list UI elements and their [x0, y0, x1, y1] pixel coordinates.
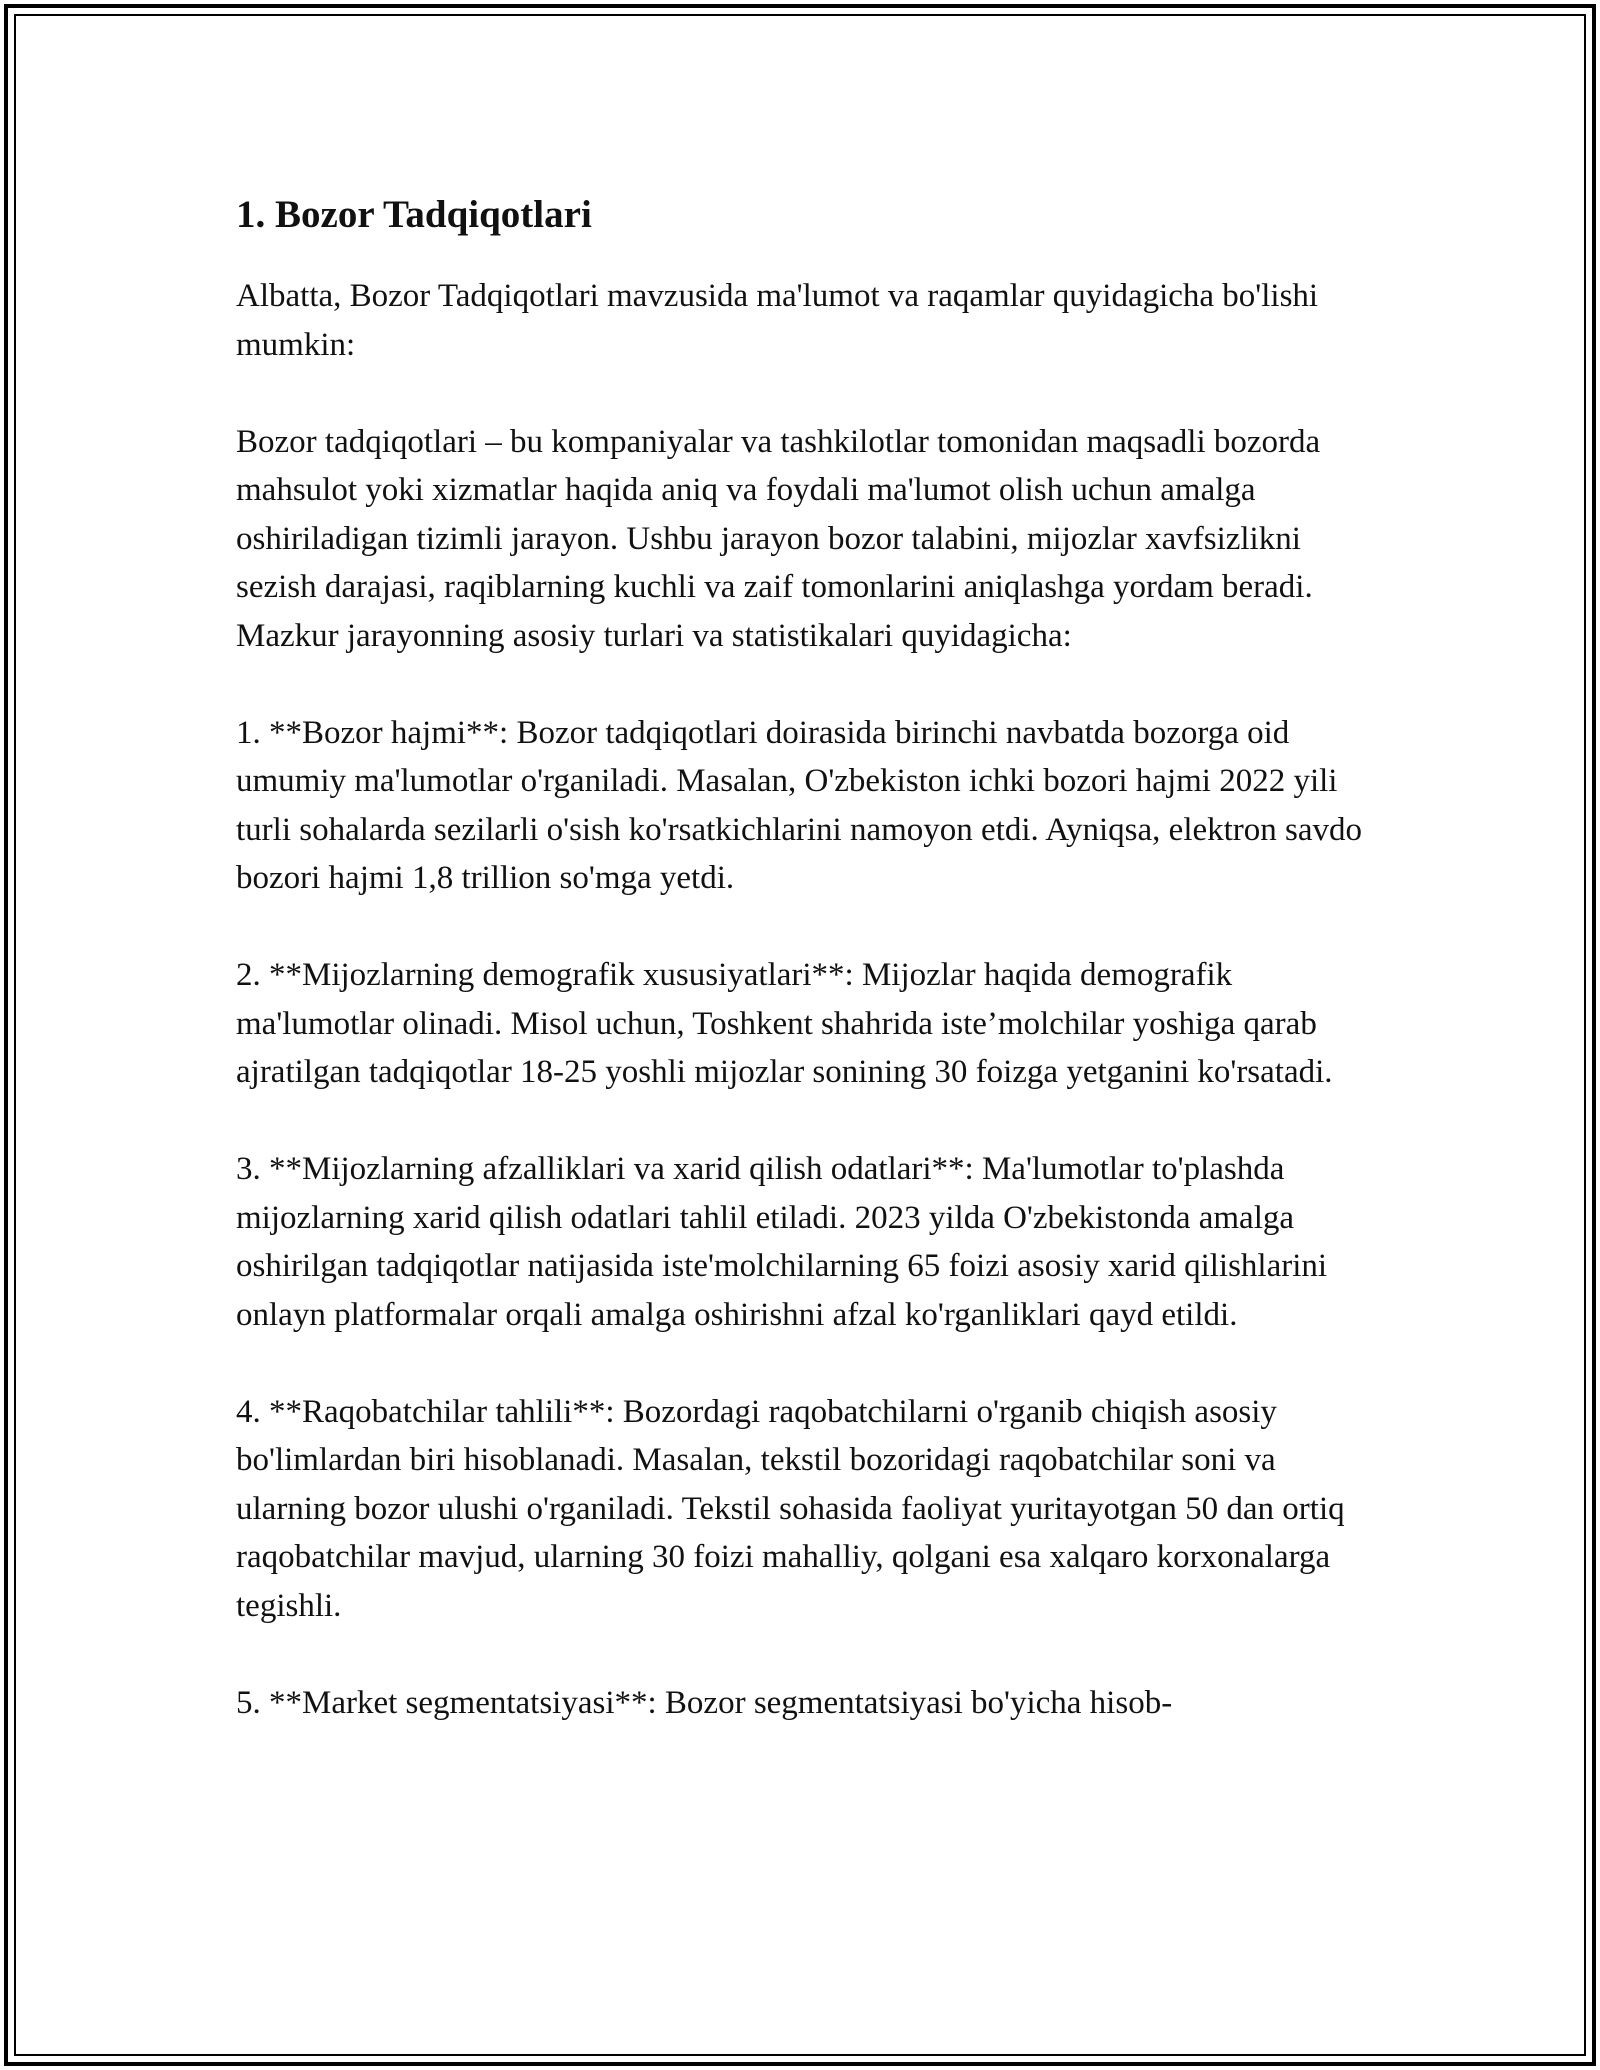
list-item-market-segmentation: 5. **Market segmentatsiyasi**: Bozor segmentatsiyasi bo'yicha hisob- — [236, 1684, 1173, 1721]
definition-paragraph: Bozor tadqiqotlari – bu kompaniyalar va tashkilotlar tomonidan maqsadli bozorda mahsulot yoki xizmatlar haqida aniq va foydali ma'lumot olish uchun amalga oshiriladigan tizimli jarayon. Ushbu jarayon bozor talabini, mijozlar xavfsizlikni sezish darajasi, raqiblarning kuchli va zaif tomonlarini aniqlashga yordam beradi. Mazkur jarayonning asosiy turlari va statistikalari quyidagicha: — [236, 423, 1321, 654]
list-item-demographics: 2. **Mijozlarning demografik xususiyatlari**: Mijozlar haqida demografik ma'lumotlar olinadi. Misol uchun, Toshkent shahrida iste’molchilar yoshiga qarab ajratilgan tadqiqotlar 18-25 yoshli mijozlar sonining 30 foizga yetganini ko'rsatadi. — [236, 957, 1333, 1090]
intro-paragraph: Albatta, Bozor Tadqiqotlari mavzusida ma'lumot va raqamlar quyidagicha bo'lishi mumkin: — [236, 278, 1319, 363]
document-page — [236, 180, 1366, 1776]
document-title: 1. Bozor Tadqiqotlari — [236, 193, 592, 236]
list-item-purchase-habits: 3. **Mijozlarning afzalliklari va xarid qilish odatlari**: Ma'lumotlar to'plashda mijozlarning xarid qilish odatlari tahlil etiladi. 2023 yilda O'zbekistonda amalga oshirilgan tadqiqotlar natijasida iste'molchilarning 65 foizi asosiy xarid qilishlarini onlayn platformalar orqali amalga oshirishni afzal ko'rganliklari qayd etildi. — [236, 1151, 1328, 1333]
list-item-competitor-analysis: 4. **Raqobatchilar tahlili**: Bozordagi raqobatchilarni o'rganib chiqish asosiy bo'limlardan biri hisoblanadi. Masalan, tekstil bozoridagi raqobatchilar soni va ularning bozor ulushi o'rganiladi. Tekstil sohasida faoliyat yuritayotgan 50 dan ortiq raqobatchilar mavjud, ularning 30 foizi mahalliy, qolgani esa xalqaro korxonalarga tegishli. — [236, 1393, 1345, 1624]
list-item-market-size: 1. **Bozor hajmi**: Bozor tadqiqotlari doirasida birinchi navbatda bozorga oid umumiy ma'lumotlar o'rganiladi. Masalan, O'zbekiston ichki bozori hajmi 2022 yili turli sohalarda sezilarli o'sish ko'rsatkichlarini namoyon etdi. Ayniqsa, elektron savdo bozori hajmi 1,8 trillion so'mga yetdi. — [236, 714, 1363, 896]
